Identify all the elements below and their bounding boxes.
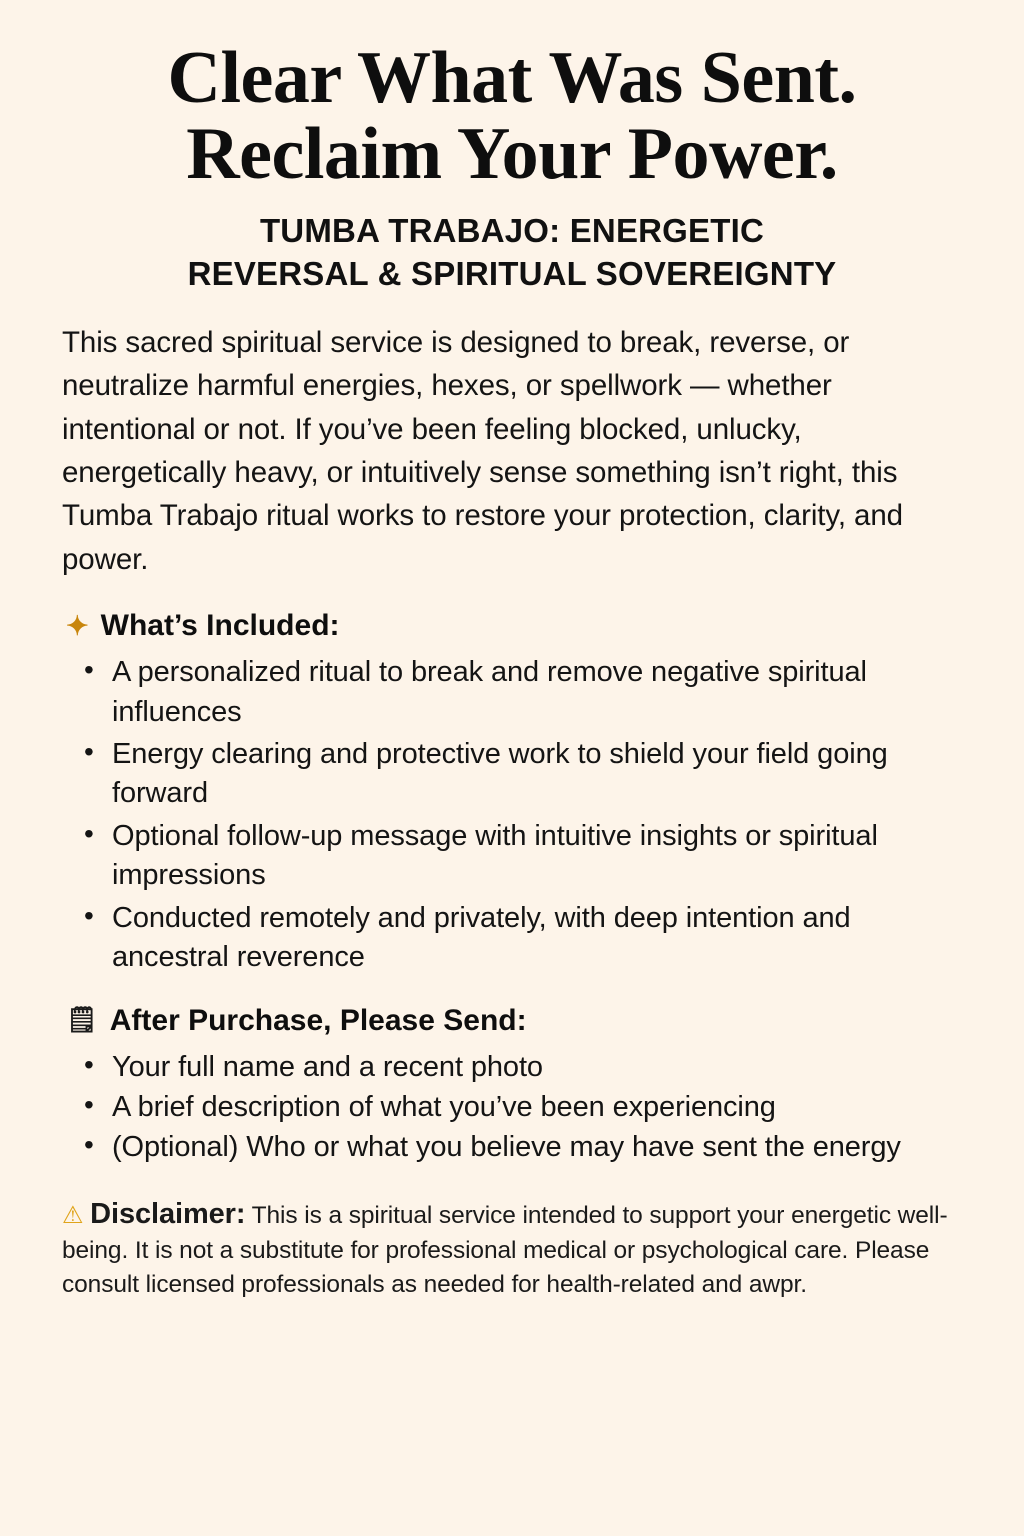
disclaimer-label: Disclaimer: [90,1197,246,1230]
sparkle-icon: ✦ [66,610,89,641]
after-purchase-list [62,1048,962,1168]
page-title [62,37,962,196]
subtitle-line-2: REVERSAL & SPIRITUAL SOVEREIGNTY [187,254,837,292]
list-item: • Optional follow-up message with intuitive insights or spiritual impressions [80,817,962,896]
list-item: • (Optional) Who or what you believe may have sent the energy [80,1128,962,1167]
list-item: • Energy clearing and protective work to shield your field going forward [80,735,962,814]
list-item: • Conducted remotely and privately, with deep intention and ancestral reverence [80,899,962,978]
list-item: • A brief description of what you’ve been experiencing [80,1088,962,1127]
section-heading-label: What’s Included: [100,609,340,643]
page-subtitle [62,210,962,294]
subtitle-line-1: TUMBA TRABAJO: ENERGETIC [259,212,765,250]
included-list [62,653,962,978]
intro-paragraph: This sacred spiritual service is designed to break, reverse, or neutralize harmful energies, hexes, or spellwork — whether intentional or not. If you’ve been feeling blocked, unlucky, energetically heavy, or intuitively sense something isn’t right, this Tumba Trabajo ritual works to restore your protection, clarity, and power. [62,325,903,576]
headline-line-1: Clear What Was Sent. [167,37,857,119]
section-heading-included [66,609,962,643]
headline-line-2: Reclaim Your Power. [186,113,838,196]
disclaimer-text: This is a spiritual service intended to support your energetic well-being. It is not a substitute for professional medical or psychological care. Please consult licensed professionals as needed for health-related and awpr. [62,1201,948,1298]
list-item: • A personalized ritual to break and remove negative spiritual influences [80,653,962,732]
section-heading-after-purchase [66,1004,962,1038]
note-pencil-icon: 🗒 [66,1006,98,1035]
section-heading-label: After Purchase, Please Send: [109,1003,527,1037]
disclaimer [62,1194,962,1302]
list-item: • Your full name and a recent photo [80,1048,962,1087]
warning-icon: ⚠ [62,1201,84,1229]
